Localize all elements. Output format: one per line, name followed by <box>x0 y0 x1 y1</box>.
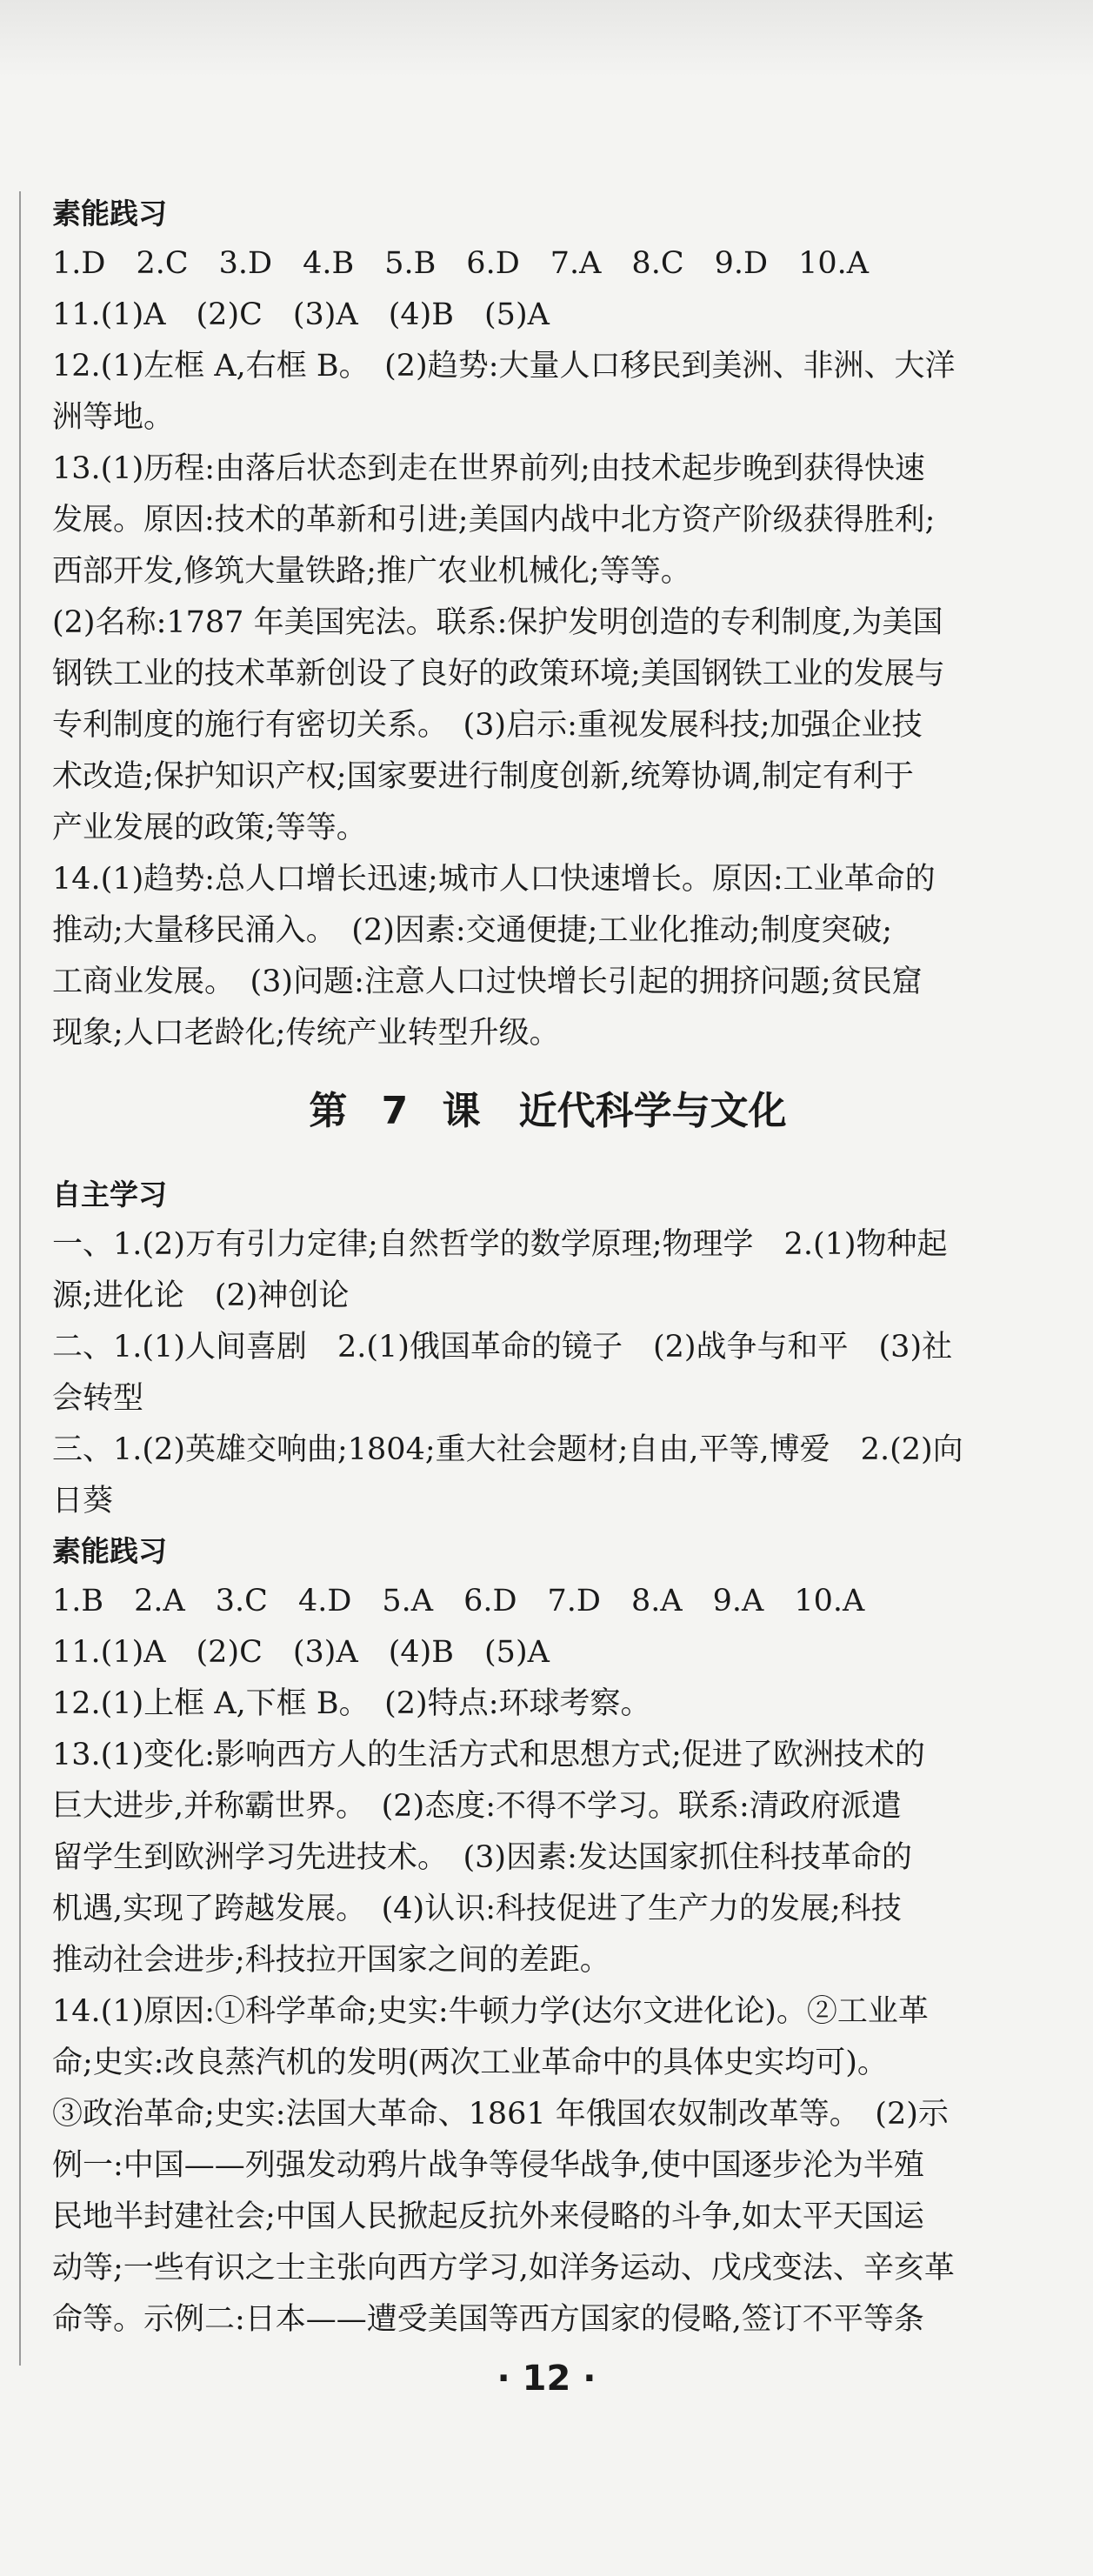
answer-line: 11.(1)A (2)C (3)A (4)B (5)A <box>52 1635 550 1670</box>
lesson-title: 第 7 课 近代科学与文化 <box>309 1089 787 1133</box>
answer-line: 1.D 2.C 3.D 4.B 5.B 6.D 7.A 8.C 9.D 10.A <box>52 246 870 281</box>
scan-top-shadow <box>0 0 1093 78</box>
answer-line: 14.(1)趋势:总人口增长迅速;城市人口快速增长。原因:工业革命的 <box>52 862 936 897</box>
answer-line: 1.B 2.A 3.C 4.D 5.A 6.D 7.D 8.A 9.A 10.A <box>52 1584 865 1618</box>
answer-line: 钢铁工业的技术革新创设了良好的政策环境;美国钢铁工业的发展与 <box>52 657 945 691</box>
answer-line: 工商业发展。 (3)问题:注意人口过快增长引起的拥挤问题;贫民窟 <box>52 964 923 999</box>
answer-line: 洲等地。 <box>52 400 175 435</box>
answer-line: 推动社会进步;科技拉开国家之间的差距。 <box>52 1943 610 1978</box>
answer-line: 11.(1)A (2)C (3)A (4)B (5)A <box>52 297 550 332</box>
answer-line: 日葵 <box>52 1484 114 1518</box>
answer-line: 12.(1)左框 A,右框 B。 (2)趋势:大量人口移民到美洲、非洲、大洋 <box>52 349 956 384</box>
answer-line: 一、1.(2)万有引力定律;自然哲学的数学原理;物理学 2.(1)物种起 <box>52 1227 948 1262</box>
answer-line: 源;进化论 (2)神创论 <box>52 1278 350 1313</box>
answer-line: 13.(1)变化:影响西方人的生活方式和思想方式;促进了欧洲技术的 <box>52 1738 925 1772</box>
margin-rule <box>19 191 21 2366</box>
page-content <box>52 190 1043 2346</box>
section-practice-1 <box>52 190 1043 1059</box>
section-heading: 素能践习 <box>52 197 167 230</box>
answer-line: 西部开发,修筑大量铁路;推广农业机械化;等等。 <box>52 554 691 589</box>
answer-line: 发展。原因:技术的革新和引进;美国内战中北方资产阶级获得胜利; <box>52 503 936 537</box>
section-practice-2 <box>52 1527 1043 2346</box>
answer-line: 产业发展的政策;等等。 <box>52 811 367 845</box>
answer-line: 民地半封建社会;中国人民掀起反抗外来侵略的斗争,如太平天国运 <box>52 2199 924 2234</box>
page-number: · 12 · <box>497 2359 596 2399</box>
answer-line: 14.(1)原因:①科学革命;史实:牛顿力学(达尔文进化论)。②工业革 <box>52 1994 929 2029</box>
answer-line: 命等。示例二:日本——遭受美国等西方国家的侵略,签订不平等条 <box>52 2302 924 2337</box>
answer-line: 12.(1)上框 A,下框 B。 (2)特点:环球考察。 <box>52 1686 651 1721</box>
answer-line: 三、1.(2)英雄交响曲;1804;重大社会题材;自由,平等,博爱 2.(2)向 <box>52 1432 963 1467</box>
section-self-study <box>52 1171 1043 1527</box>
answer-line: 二、1.(1)人间喜剧 2.(1)俄国革命的镜子 (2)战争与和平 (3)社 <box>52 1330 953 1365</box>
answer-line: 术改造;保护知识产权;国家要进行制度创新,统筹协调,制定有利于 <box>52 759 914 794</box>
section-heading: 自主学习 <box>52 1178 167 1211</box>
answer-line: 动等;一些有识之士主张向西方学习,如洋务运动、戊戌变法、辛亥革 <box>52 2251 955 2286</box>
answer-line: ③政治革命;史实:法国大革命、1861 年俄国农奴制改革等。 (2)示 <box>52 2097 949 2132</box>
answer-line: 会转型 <box>52 1381 144 1416</box>
answer-line: (2)名称:1787 年美国宪法。联系:保护发明创造的专利制度,为美国 <box>52 605 943 640</box>
answer-line: 13.(1)历程:由落后状态到走在世界前列;由技术起步晚到获得快速 <box>52 451 925 486</box>
answer-line: 命;史实:改良蒸汽机的发明(两次工业革命中的具体史实均可)。 <box>52 2045 888 2080</box>
answer-line: 推动;大量移民涌入。 (2)因素:交通便捷;工业化推动;制度突破; <box>52 913 893 948</box>
answer-line: 例一:中国——列强发动鸦片战争等侵华战争,使中国逐步沦为半殖 <box>52 2148 924 2183</box>
section-heading: 素能践习 <box>52 1534 167 1568</box>
answer-line: 机遇,实现了跨越发展。 (4)认识:科技促进了生产力的发展;科技 <box>52 1892 902 1926</box>
answer-line: 专利制度的施行有密切关系。 (3)启示:重视发展科技;加强企业技 <box>52 708 923 743</box>
answer-line: 留学生到欧洲学习先进技术。 (3)因素:发达国家抓住科技革命的 <box>52 1840 912 1875</box>
answer-line: 巨大进步,并称霸世界。 (2)态度:不得不学习。联系:清政府派遣 <box>52 1789 902 1824</box>
answer-line: 现象;人口老龄化;传统产业转型升级。 <box>52 1016 560 1051</box>
